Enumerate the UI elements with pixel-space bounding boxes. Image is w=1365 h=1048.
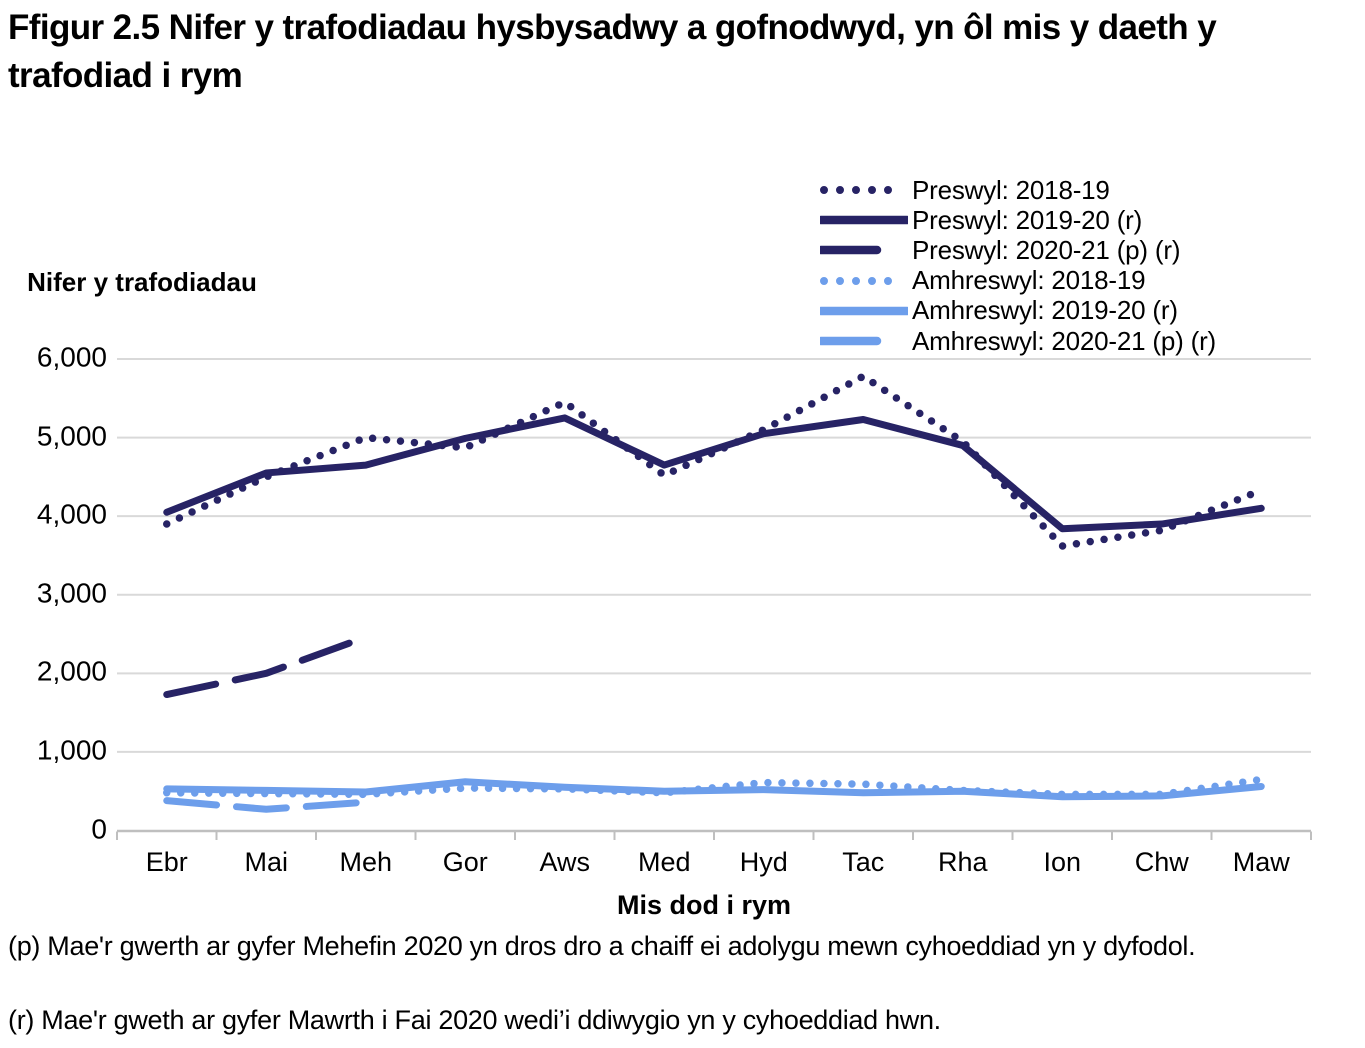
- legend-label: Preswyl: 2018-19: [912, 174, 1110, 205]
- legend-swatch-dotted: [820, 276, 908, 286]
- footnote-r: (r) Mae'r gweth ar gyfer Mawrth i Fai 2020 wedi’i ddiwygio yn y cyhoeddiad hwn.: [8, 1005, 941, 1035]
- footnote-p: (p) Mae'r gwerth ar gyfer Mehefin 2020 yn dros dro a chaiff ei adolygu mewn cyhoeddiad yn y dyfodol.: [8, 931, 1196, 961]
- legend-swatch-solid: [820, 215, 908, 225]
- y-tick-label: 2,000: [36, 656, 107, 688]
- chart-legend: [820, 175, 1216, 356]
- legend-item: [820, 296, 1216, 326]
- series-line-amhreswyl-2019-20-r-: [167, 782, 1262, 797]
- month-label: Gor: [442, 847, 488, 877]
- legend-swatch-dashed: [820, 245, 908, 255]
- legend-label: Amhreswyl: 2020-21 (p) (r): [912, 325, 1216, 356]
- month-label: Maw: [1232, 847, 1290, 877]
- month-label: Med: [637, 847, 691, 877]
- y-axis-title: Nifer y trafodiadau: [27, 267, 257, 297]
- month-label: Aws: [539, 847, 591, 877]
- chart-title: Ffigur 2.5 Nifer y trafodiadau hysbysadwy a gofnodwyd, yn ôl mis y daeth y trafodiad i rym: [8, 8, 1217, 96]
- series-line-preswyl-2018-19: [167, 376, 1262, 546]
- legend-label: Amhreswyl: 2018-19: [912, 265, 1146, 296]
- series-line-preswyl-2020-21-p-r-: [167, 637, 366, 694]
- series-line-amhreswyl-2020-21-p-r-: [167, 801, 366, 810]
- legend-swatch-solid: [820, 306, 908, 316]
- month-label: Rha: [937, 847, 988, 877]
- legend-label: Preswyl: 2020-21 (p) (r): [912, 234, 1181, 265]
- legend-item: [820, 205, 1216, 235]
- month-label: Ion: [1043, 847, 1082, 877]
- legend-item: [820, 175, 1216, 205]
- month-label: Chw: [1134, 847, 1189, 877]
- legend-swatch-dashed: [820, 336, 908, 346]
- y-tick-label: 3,000: [36, 577, 107, 609]
- month-label: Meh: [339, 847, 393, 877]
- y-tick-label: 0: [91, 813, 107, 845]
- month-label: Ebr: [145, 847, 188, 877]
- y-tick-label: 5,000: [36, 420, 107, 452]
- y-tick-label: 4,000: [36, 498, 107, 530]
- legend-item: [820, 326, 1216, 356]
- series-line-preswyl-2019-20-r-: [167, 418, 1262, 529]
- month-label: Tac: [842, 847, 885, 877]
- legend-item: [820, 235, 1216, 265]
- legend-label: Preswyl: 2019-20 (r): [912, 204, 1143, 235]
- y-tick-label: 1,000: [36, 734, 107, 766]
- legend-item: [820, 266, 1216, 296]
- month-label: Hyd: [739, 847, 788, 877]
- month-label: Mai: [244, 847, 289, 877]
- legend-swatch-dotted: [820, 185, 908, 195]
- y-tick-label: 6,000: [36, 341, 107, 373]
- legend-label: Amhreswyl: 2019-20 (r): [912, 295, 1178, 326]
- x-axis-title: Mis dod i rym: [617, 890, 792, 920]
